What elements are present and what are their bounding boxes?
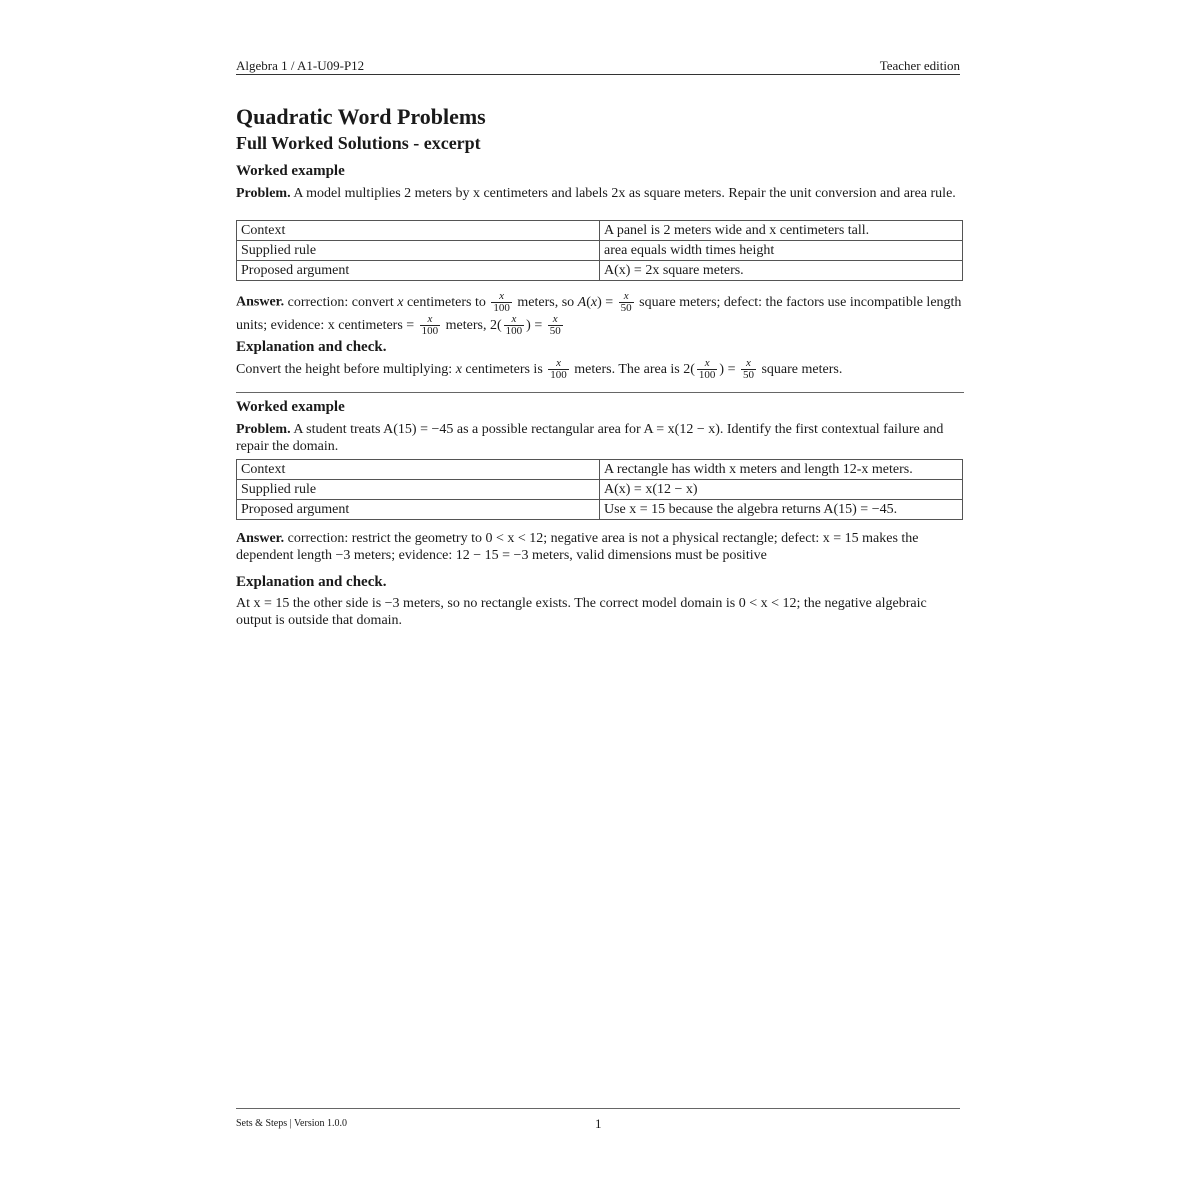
explain-heading: Explanation and check. (236, 339, 387, 355)
problem-label: Problem. (236, 186, 291, 201)
table-value: A panel is 2 meters wide and x centimeters tall. (600, 221, 963, 241)
page-footer (236, 1108, 960, 1131)
table-key: Proposed argument (237, 261, 600, 281)
answer-label: Answer. (236, 531, 285, 546)
table-value: A(x) = x(12 − x) (600, 480, 963, 500)
explain-text: At x = 15 the other side is −3 meters, so no rectangle exists. The correct model domain is 0 < x < 12; the negative algebraic output is outside that domain. (236, 596, 927, 628)
table-row (237, 500, 963, 520)
example-2-problem (236, 421, 964, 455)
table-value: area equals width times height (600, 241, 963, 261)
example-heading: Worked example (236, 399, 345, 415)
example-2 (236, 399, 964, 416)
answer-text: correction: convert x centimeters to $\frac{x}{100}$ meters, so A(x) = $\frac{x}{50}$ square meters; defect: the factors use incompatible length units; evidence: x centimeters = $\frac{x}{100}$ meters, 2( $\frac{x}{100}$ ) = $\frac{x}{50}$ (236, 290, 962, 337)
problem-text: A model multiplies 2 meters by x centimeters and labels 2x as square meters. Repair the unit conversion and area rule. (293, 186, 956, 201)
explain-heading: Explanation and check. (236, 574, 387, 590)
table-row (237, 480, 963, 500)
table-value: A(x) = 2x square meters. (600, 261, 963, 281)
table-value: A rectangle has width x meters and length 12-x meters. (600, 460, 963, 480)
problem-text: A student treats A(15) = −45 as a possible rectangular area for A = x(12 − x). Identify the first contextual failure and repair the domain. (236, 422, 944, 454)
example-2-explain-text (236, 595, 964, 629)
table-key: Supplied rule (237, 241, 600, 261)
context-table (236, 459, 963, 520)
table-row (237, 241, 963, 261)
answer-text: correction: restrict the geometry to 0 < x < 12; negative area is not a physical rectangle; defect: x = 15 makes the dependent length −3 meters; evidence: 12 − 15 = −3 meters, valid dimensions must be positive (236, 531, 919, 563)
example-1-explain (236, 339, 964, 356)
example-1 (236, 163, 964, 180)
footer-version: Sets & Steps | Version 1.0.0 (236, 1118, 347, 1129)
example-1-problem (236, 185, 964, 202)
context-table (236, 220, 963, 281)
answer-label: Answer. (236, 294, 285, 310)
example-2-answer (236, 530, 964, 564)
table-key: Context (237, 460, 600, 480)
page-subtitle: Full Worked Solutions - excerpt (236, 133, 481, 153)
problem-label: Problem. (236, 422, 291, 437)
example-1-table-wrap (236, 220, 964, 281)
table-row (237, 460, 963, 480)
example-2-table-wrap (236, 459, 964, 520)
table-row (237, 261, 963, 281)
edition-label: Teacher edition (879, 58, 960, 73)
table-key: Context (237, 221, 600, 241)
page-header (236, 58, 960, 75)
page-title: Quadratic Word Problems (236, 104, 486, 129)
table-row (237, 221, 963, 241)
table-key: Proposed argument (237, 500, 600, 520)
example-1-answer (236, 291, 964, 337)
example-heading: Worked example (236, 163, 345, 179)
page-number: 1 (595, 1116, 602, 1131)
course-code: Algebra 1 / A1-U09-P12 (236, 58, 365, 73)
example-1-explain-text (236, 358, 964, 381)
explain-text: Convert the height before multiplying: x centimeters is $\frac{x}{100}$ meters. The area is 2( $\frac{x}{100}$ ) = $\frac{x}{50}$ square meters. (236, 357, 843, 381)
table-value: Use x = 15 because the algebra returns A(15) = −45. (600, 500, 963, 520)
table-key: Supplied rule (237, 480, 600, 500)
example-2-explain (236, 574, 964, 591)
section-divider (236, 392, 964, 393)
